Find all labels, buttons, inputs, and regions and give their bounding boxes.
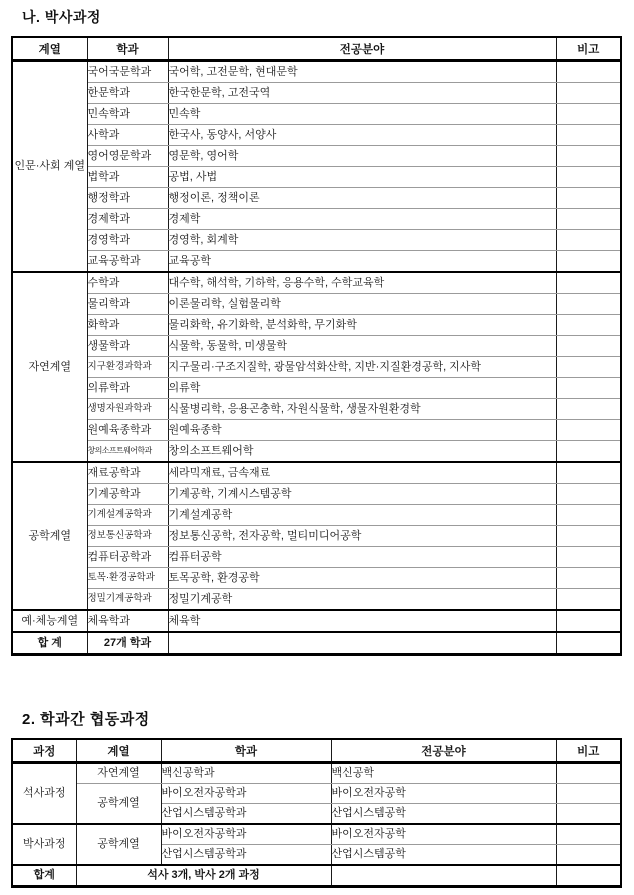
header-course: 과정 <box>12 739 76 763</box>
dept-cell: 토목·환경공학과 <box>87 568 168 589</box>
dept-cell: 체육학과 <box>87 610 168 632</box>
header-note: 비고 <box>556 37 621 61</box>
majors-cell: 바이오전자공학 <box>331 784 556 804</box>
total-row <box>12 632 621 655</box>
header-note: 비고 <box>556 739 621 763</box>
majors-cell: 정보통신공학, 전자공학, 멀티미디어공학 <box>168 526 556 547</box>
note-cell <box>556 589 621 611</box>
table-row <box>12 462 621 484</box>
majors-cell: 한국사, 동양사, 서양사 <box>168 125 556 146</box>
majors-cell: 이론물리학, 실험물리학 <box>168 294 556 315</box>
table-row <box>12 547 621 568</box>
course-cell: 석사과정 <box>12 763 76 825</box>
dept-cell: 백신공학과 <box>161 763 331 784</box>
table-row <box>12 294 621 315</box>
note-cell <box>556 420 621 441</box>
total-label-cell: 합 계 <box>12 632 87 655</box>
note-cell <box>556 61 621 83</box>
note-cell <box>556 125 621 146</box>
header-department: 학과 <box>161 739 331 763</box>
note-cell <box>556 251 621 273</box>
dept-cell: 바이오전자공학과 <box>161 784 331 804</box>
note-cell <box>556 804 621 825</box>
majors-cell: 식물학, 동물학, 미생물학 <box>168 336 556 357</box>
dept-cell: 경제학과 <box>87 209 168 230</box>
division-cell: 자연계열 <box>76 763 161 784</box>
majors-cell: 토목공학, 환경공학 <box>168 568 556 589</box>
majors-cell: 산업시스템공학 <box>331 804 556 825</box>
note-cell <box>556 441 621 463</box>
table-row <box>12 378 621 399</box>
table-row <box>12 251 621 273</box>
division-cell: 자연계열 <box>12 272 87 462</box>
table-row <box>12 188 621 209</box>
majors-cell: 기계설계공학 <box>168 505 556 526</box>
majors-cell <box>331 865 556 887</box>
majors-cell: 백신공학 <box>331 763 556 784</box>
dept-cell: 영어영문학과 <box>87 146 168 167</box>
dept-cell: 산업시스템공학과 <box>161 845 331 866</box>
table-row <box>12 441 621 463</box>
coop-table <box>11 738 622 888</box>
dept-cell: 법학과 <box>87 167 168 188</box>
table-row <box>12 784 621 804</box>
note-cell <box>556 315 621 336</box>
doctoral-table <box>11 36 622 656</box>
table-row <box>12 505 621 526</box>
dept-cell: 바이오전자공학과 <box>161 824 331 845</box>
majors-cell <box>168 632 556 655</box>
note-cell <box>556 505 621 526</box>
table-row <box>12 824 621 845</box>
majors-cell: 민속학 <box>168 104 556 125</box>
note-cell <box>556 188 621 209</box>
table-row <box>12 167 621 188</box>
majors-cell: 산업시스템공학 <box>331 845 556 866</box>
total-value-cell: 석사 3개, 박사 2개 과정 <box>76 865 331 887</box>
header-department: 학과 <box>87 37 168 61</box>
total-row <box>12 865 621 887</box>
section-title-coop: 2. 학과간 협동과정 <box>22 711 150 728</box>
majors-cell: 행정이론, 정책이론 <box>168 188 556 209</box>
majors-cell: 식물병리학, 응용곤충학, 자원식물학, 생물자원환경학 <box>168 399 556 420</box>
table-row <box>12 61 621 83</box>
majors-cell: 의류학 <box>168 378 556 399</box>
table-row <box>12 146 621 167</box>
majors-cell: 교육공학 <box>168 251 556 273</box>
table-row <box>12 357 621 378</box>
section-title-doctoral: 나. 박사과정 <box>22 9 101 25</box>
table-row <box>12 336 621 357</box>
division-cell: 공학계열 <box>12 462 87 610</box>
table-row <box>12 83 621 104</box>
majors-cell: 세라믹재료, 금속재료 <box>168 462 556 484</box>
dept-cell: 재료공학과 <box>87 462 168 484</box>
majors-cell: 컴퓨터공학 <box>168 547 556 568</box>
dept-cell: 정보통신공학과 <box>87 526 168 547</box>
majors-cell: 기계공학, 기계시스템공학 <box>168 484 556 505</box>
division-cell: 공학계열 <box>76 824 161 865</box>
dept-cell: 한문학과 <box>87 83 168 104</box>
header-majors: 전공분야 <box>168 37 556 61</box>
table-row <box>12 272 621 294</box>
course-cell: 박사과정 <box>12 824 76 865</box>
majors-cell: 대수학, 해석학, 기하학, 응용수학, 수학교육학 <box>168 272 556 294</box>
note-cell <box>556 547 621 568</box>
dept-cell: 생명자원과학과 <box>87 399 168 420</box>
table-row <box>12 420 621 441</box>
note-cell <box>556 865 621 887</box>
table-row <box>12 315 621 336</box>
note-cell <box>556 484 621 505</box>
note-cell <box>556 230 621 251</box>
header-division: 계열 <box>76 739 161 763</box>
table-row <box>12 526 621 547</box>
note-cell <box>556 272 621 294</box>
table-row <box>12 230 621 251</box>
note-cell <box>556 632 621 655</box>
majors-cell: 한국한문학, 고전국역 <box>168 83 556 104</box>
table-row <box>12 399 621 420</box>
table-row <box>12 104 621 125</box>
dept-cell: 의류학과 <box>87 378 168 399</box>
header-majors: 전공분야 <box>331 739 556 763</box>
note-cell <box>556 845 621 866</box>
note-cell <box>556 610 621 632</box>
dept-cell: 교육공학과 <box>87 251 168 273</box>
dept-cell: 화학과 <box>87 315 168 336</box>
table-row <box>12 209 621 230</box>
note-cell <box>556 336 621 357</box>
dept-cell: 기계공학과 <box>87 484 168 505</box>
total-label-cell: 합계 <box>12 865 76 887</box>
majors-cell: 영문학, 영어학 <box>168 146 556 167</box>
majors-cell: 국어학, 고전문학, 현대문학 <box>168 61 556 83</box>
dept-cell: 민속학과 <box>87 104 168 125</box>
dept-cell: 행정학과 <box>87 188 168 209</box>
majors-cell: 원예육종학 <box>168 420 556 441</box>
majors-cell: 지구물리·구조지질학, 광물암석화산학, 지반·지질환경공학, 지사학 <box>168 357 556 378</box>
dept-cell: 산업시스템공학과 <box>161 804 331 825</box>
table-row <box>12 763 621 784</box>
majors-cell: 경제학 <box>168 209 556 230</box>
note-cell <box>556 378 621 399</box>
table-row <box>12 568 621 589</box>
dept-cell: 지구환경과학과 <box>87 357 168 378</box>
header-division: 계열 <box>12 37 87 61</box>
division-cell: 예·체능계열 <box>12 610 87 632</box>
dept-cell: 물리학과 <box>87 294 168 315</box>
majors-cell: 창의소프트웨어학 <box>168 441 556 463</box>
note-cell <box>556 462 621 484</box>
note-cell <box>556 104 621 125</box>
dept-cell: 생물학과 <box>87 336 168 357</box>
note-cell <box>556 568 621 589</box>
table-header-row <box>12 37 621 61</box>
majors-cell: 정밀기계공학 <box>168 589 556 611</box>
majors-cell: 경영학, 회계학 <box>168 230 556 251</box>
note-cell <box>556 784 621 804</box>
note-cell <box>556 146 621 167</box>
division-cell: 공학계열 <box>76 784 161 825</box>
table-row <box>12 484 621 505</box>
dept-cell: 컴퓨터공학과 <box>87 547 168 568</box>
dept-cell: 사학과 <box>87 125 168 146</box>
dept-cell: 수학과 <box>87 272 168 294</box>
note-cell <box>556 526 621 547</box>
note-cell <box>556 209 621 230</box>
note-cell <box>556 167 621 188</box>
table-row <box>12 589 621 611</box>
total-value-cell: 27개 학과 <box>87 632 168 655</box>
table-header-row <box>12 739 621 763</box>
table-row <box>12 125 621 146</box>
dept-cell: 국어국문학과 <box>87 61 168 83</box>
majors-cell: 바이오전자공학 <box>331 824 556 845</box>
dept-cell: 경영학과 <box>87 230 168 251</box>
division-cell: 인문·사회 계열 <box>12 61 87 273</box>
majors-cell: 체육학 <box>168 610 556 632</box>
dept-cell: 정밀기계공학과 <box>87 589 168 611</box>
dept-cell: 창의소프트웨어학과 <box>87 441 168 463</box>
note-cell <box>556 399 621 420</box>
table-row <box>12 610 621 632</box>
note-cell <box>556 763 621 784</box>
note-cell <box>556 357 621 378</box>
dept-cell: 기계설계공학과 <box>87 505 168 526</box>
note-cell <box>556 824 621 845</box>
note-cell <box>556 83 621 104</box>
majors-cell: 물리화학, 유기화학, 분석화학, 무기화학 <box>168 315 556 336</box>
dept-cell: 원예육종학과 <box>87 420 168 441</box>
majors-cell: 공법, 사법 <box>168 167 556 188</box>
note-cell <box>556 294 621 315</box>
